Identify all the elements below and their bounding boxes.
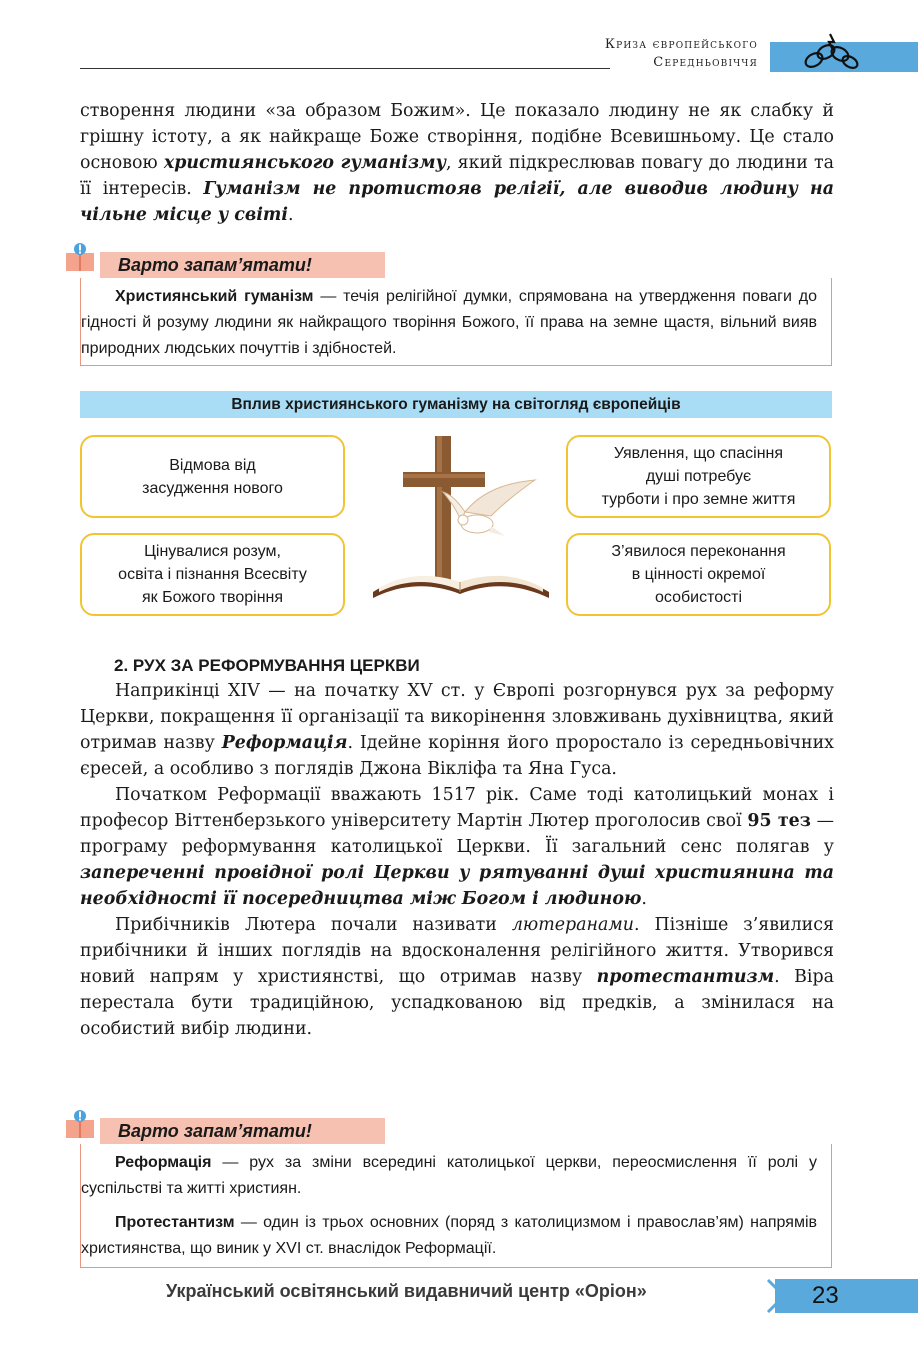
section2-body xyxy=(80,678,834,1042)
remember-title-2: Варто запам’ятати! xyxy=(118,1121,312,1141)
section2-paragraph-1 xyxy=(80,678,834,782)
intro-term-humanism: християнського гуманізму xyxy=(163,153,446,173)
p2-text-a: Початком Реформації вважають 1517 рік. Саме тоді католицький монах і професор Віттенберзького університету Мартін Лютер проголосив свої xyxy=(80,785,834,831)
definition-term-reformation: Реформація xyxy=(115,1154,212,1171)
p3-text-e: . Віра перестала бути традиційною, успадкованою від предків, а змінилася на особистий вибір людини. xyxy=(80,967,834,1039)
remember-tab-2 xyxy=(100,1118,385,1144)
definition-text: — течія релігійної думки, спрямована на утвердження поваги до гідності й розуму людини як найкращого творіння Божого, її права на земне щастя, вільний вияв природних людських почуттів і здібностей. xyxy=(81,288,817,357)
diagram-box-3 xyxy=(80,533,345,616)
section2-paragraph-2 xyxy=(80,782,834,912)
p1-text-c: . Ідейне коріння його проростало із середньовічних єресей, а особливо з поглядів Джона Вікліфа та Яна Гуса. xyxy=(80,733,834,779)
term-protestantism: протестантизм xyxy=(596,967,775,987)
chapter-title-line2: Середньовіччя xyxy=(653,55,758,70)
remember-tab-1 xyxy=(100,252,385,278)
definition-text-protestantism: — один із трьох основних (поряд з католицизмом і православ’ям) напрямів християнства, що виник у XVI ст. внаслідок Реформації. xyxy=(81,1214,817,1257)
diagram-box-1-text: Відмова від засудження нового xyxy=(142,456,283,497)
cross-dove-bible-image xyxy=(365,432,555,612)
chapter-title-line1: Криза європейського xyxy=(604,37,758,52)
definition-text-reformation: — рух за зміни всередині католицької церкви, переосмислення її ролі у суспільстві та житті християн. xyxy=(81,1154,817,1197)
header-rule xyxy=(80,68,610,69)
intro-paragraph xyxy=(80,98,834,228)
publisher-name: Український освітянський видавничий центр «Оріон» xyxy=(166,1281,647,1301)
page-number: 23 xyxy=(812,1282,839,1309)
term-reformation: Реформація xyxy=(221,733,348,753)
definition-term-protestantism: Протестантизм xyxy=(115,1214,235,1231)
definition-term: Християнський гуманізм xyxy=(115,288,314,305)
term-lutherans: лютеранами xyxy=(511,915,634,935)
intro-text-2: , який підкреслював повагу до людини та її інтересів. xyxy=(80,153,834,199)
p2-text-e: . xyxy=(641,889,647,909)
remember-title-1: Варто запам’ятати! xyxy=(118,255,312,275)
book-alert-icon xyxy=(64,1110,96,1138)
remember-box-2 xyxy=(80,1144,832,1268)
p1-text-a: Наприкінці XIV — на початку XV ст. у Європі розгорнувся рух за реформу Церкви, покращення її організації та викорінення зловживань духівництва, який отримав назву xyxy=(80,681,834,753)
book-alert-icon xyxy=(64,243,96,271)
diagram-box-2 xyxy=(566,435,831,518)
term-95-theses: 95 тез xyxy=(747,811,811,831)
diagram-title: Вплив християнського гуманізму на світогляд європейців xyxy=(80,391,832,418)
intro-key-statement: Гуманізм не протистояв релігії, але виводив людину на чільне місце у світі xyxy=(80,179,834,225)
page-number-band xyxy=(775,1279,918,1313)
diagram-box-4-text: З’явилося переконання в цінності окремої особистості xyxy=(611,543,786,606)
p3-text-a: Прибічників Лютера почали називати xyxy=(115,915,512,935)
p3-text-c: . Пізніше з’явилися прибічники й інших поглядів на вдосконалення релігійного життя. Утворився новий напрям у християнстві, що отримав назву xyxy=(80,915,834,987)
chapter-title xyxy=(605,36,758,72)
section2-paragraph-3 xyxy=(80,912,834,1042)
diagram-box-3-text: Цінувалися розум, освіта і пізнання Всесвіту як Божого творіння xyxy=(118,543,307,606)
diagram-box-4 xyxy=(566,533,831,616)
broken-chains-icon xyxy=(800,30,860,74)
diagram-box-1 xyxy=(80,435,345,518)
p2-text-c: — програму реформування католицької Церкви. Її загальний сенс полягав у xyxy=(80,811,834,857)
section-heading: 2. РУХ ЗА РЕФОРМУВАННЯ ЦЕРКВИ xyxy=(114,656,420,675)
remember-box-1 xyxy=(80,278,832,366)
intro-text-3: . xyxy=(287,205,294,225)
p2-key-statement: запереченні провідної ролі Церкви у рятуванні душі християнина та необхідності її посередництва між Богом і людиною xyxy=(80,863,834,909)
intro-text-1: створення людини «за образом Божим». Це показало людину не як слабку й грішну істоту, а як найкраще Боже створіння, подібне Всевишньому. Це стало основою xyxy=(80,101,834,173)
diagram-box-2-text: Уявлення, що спасіння душі потребує турботи і про земне життя xyxy=(601,445,796,508)
